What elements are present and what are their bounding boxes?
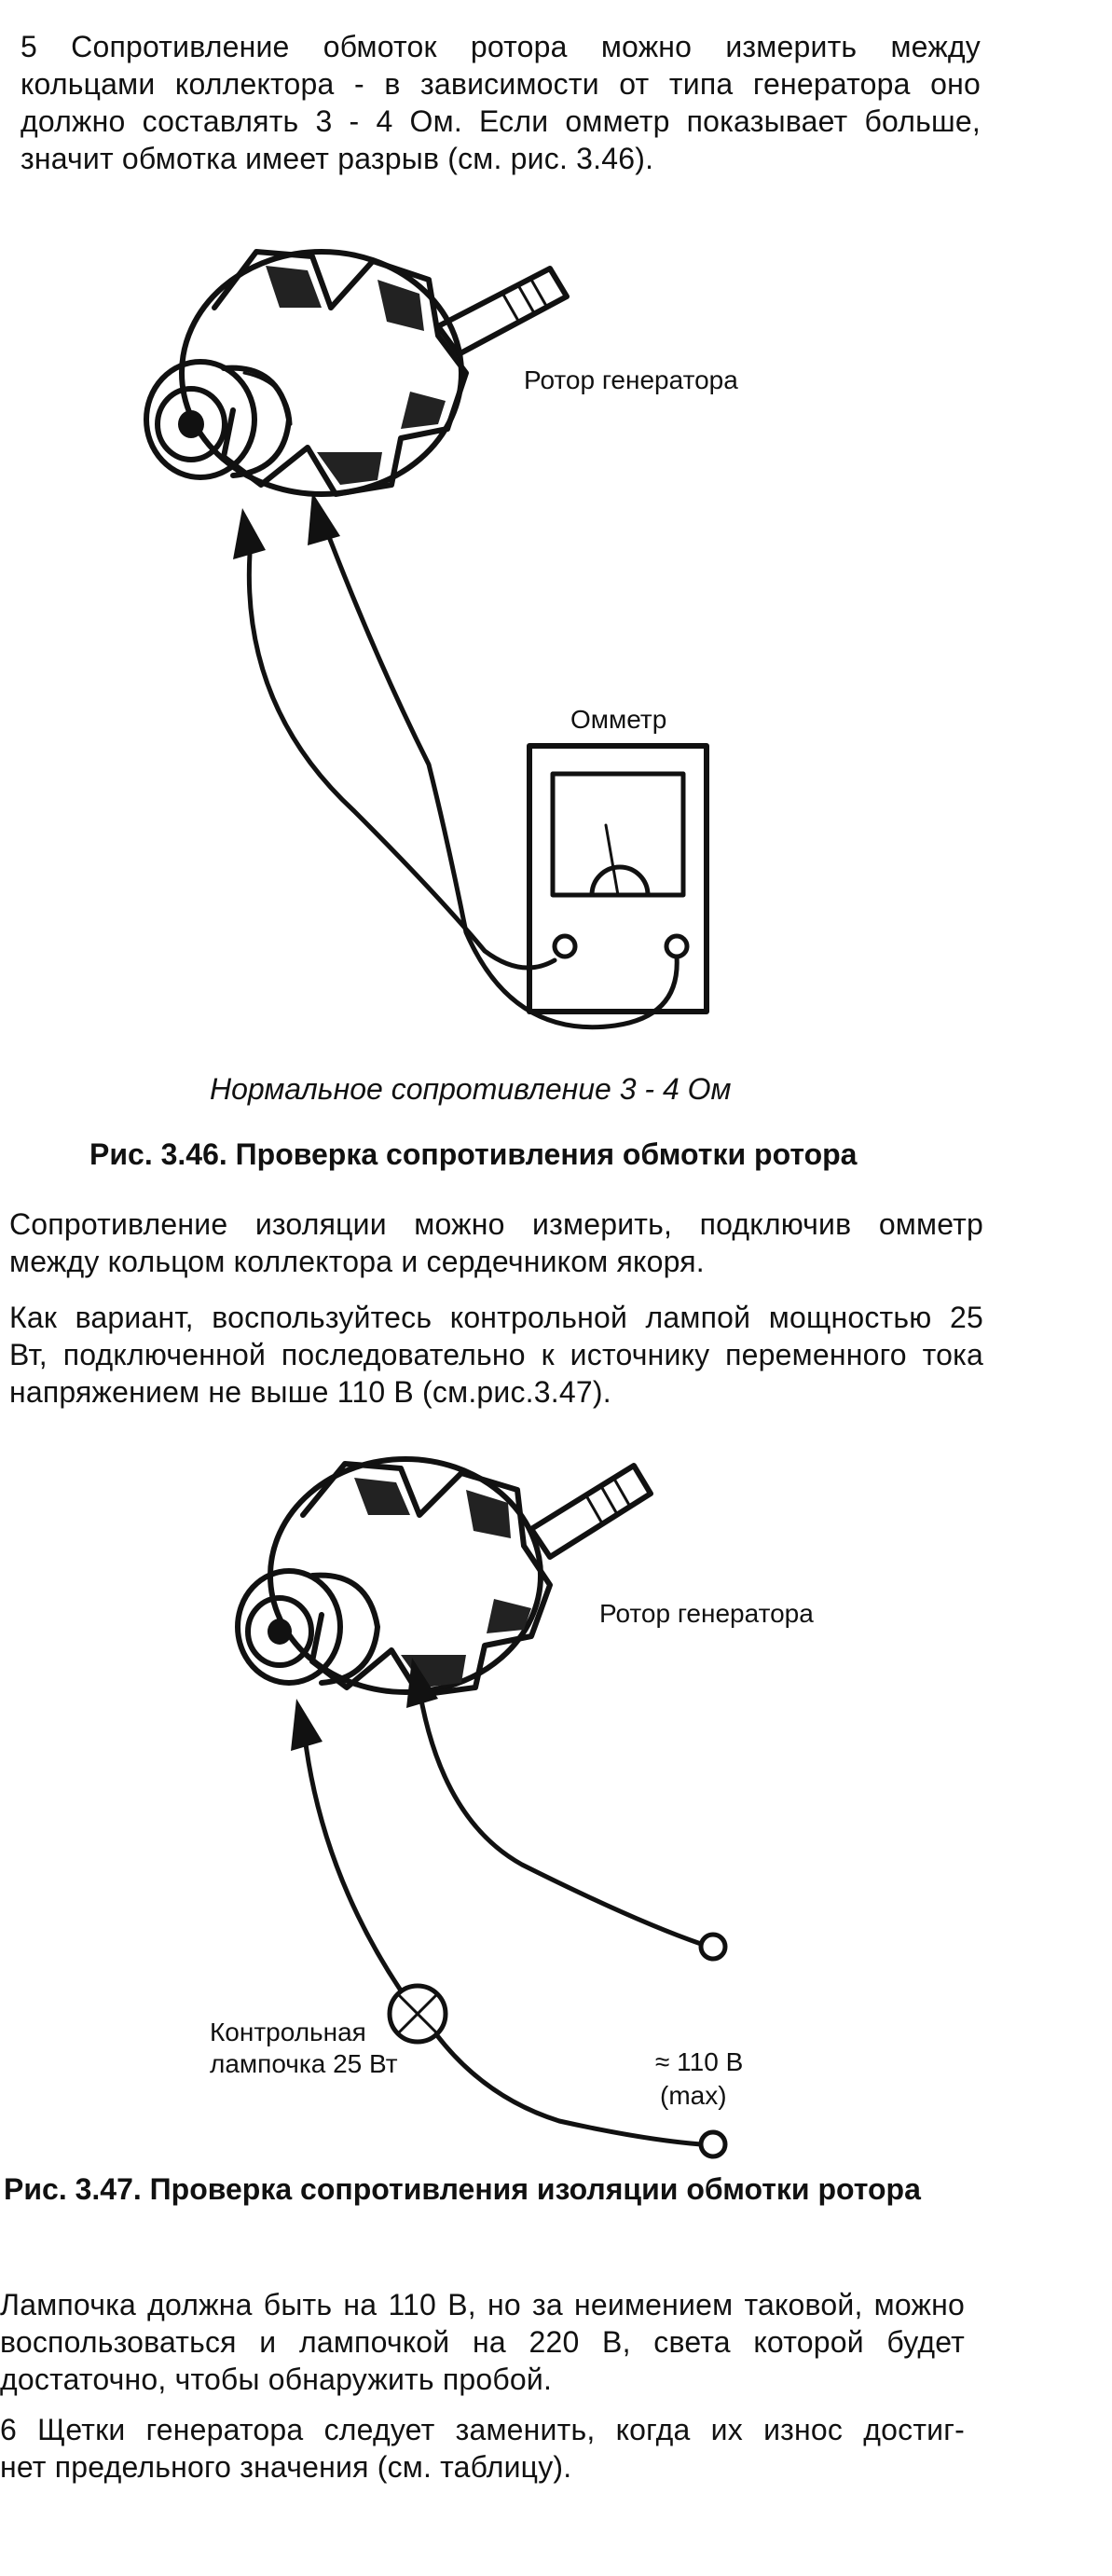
ohmmeter-label: Омметр <box>570 705 667 734</box>
rotor-ohmmeter-figure <box>0 0 1112 1081</box>
rotor-shaft-drawing-2 <box>531 1466 651 1557</box>
paragraph-insulation <box>9 1205 983 1280</box>
ohmmeter-drawing <box>529 746 707 1012</box>
test-leads-drawing <box>233 492 677 1027</box>
text-line: воспользоваться и лампочкой на 220 В, света которой будет <box>0 2325 965 2359</box>
lamp-label-line1: Контрольная <box>210 2018 366 2046</box>
voltage-label-line1: ≈ 110 В <box>655 2047 744 2076</box>
normal-resistance-note: Нормальное сопротивление 3 - 4 Ом <box>210 1072 732 1106</box>
figure-caption-3-46: Рис. 3.46. Проверка сопротивления обмотки ротора <box>89 1137 858 1171</box>
rotor-label-fig1: Ротор генератора <box>524 365 738 394</box>
lamp-label-line2: лампочка 25 Вт <box>210 2049 398 2078</box>
text-line: 5 Сопротивление обмоток ротора можно измерить между <box>21 30 981 63</box>
rotor-body-drawing <box>182 252 466 494</box>
slip-rings-drawing-2 <box>238 1571 378 1683</box>
text-line: 6 Щетки генератора следует заменить, когда их износ достиг- <box>0 2413 965 2446</box>
text-line: Как вариант, воспользуйтесь контрольной лампой мощностью 25 <box>9 1301 983 1334</box>
slip-rings-drawing <box>146 362 291 477</box>
voltage-label-line2: (max) <box>660 2081 727 2110</box>
text-line: нет предельного значения (см. таблицу). <box>0 2450 572 2484</box>
text-line: Вт, подключенной последовательно к источнику переменного тока <box>9 1338 983 1371</box>
text-line: значит обмотка имеет разрыв (см. рис. 3.46). <box>21 142 654 175</box>
text-line: кольцами коллектора - в зависимости от типа генератора оно <box>21 67 981 101</box>
text-line: Лампочка должна быть на 110 В, но за неимением таковой, можно <box>0 2288 965 2321</box>
figure-caption-3-47: Рис. 3.47. Проверка сопротивления изоляции обмотки ротора <box>4 2172 921 2206</box>
text-line: должно составлять 3 - 4 Ом. Если омметр показывает больше, <box>21 104 981 138</box>
text-line: достаточно, чтобы обнаружить пробой. <box>0 2362 553 2396</box>
text-line: Сопротивление изоляции можно измерить, подключив омметр <box>9 1207 983 1241</box>
rotor-lamp-figure <box>0 1454 1112 2200</box>
text-line: между кольцом коллектора и сердечником якоря. <box>9 1245 705 1278</box>
text-line: напряжением не выше 110 В (см.рис.3.47). <box>9 1375 611 1409</box>
rotor-label-fig2: Ротор генератора <box>599 1599 814 1628</box>
paragraph-lamp-voltage <box>0 2286 965 2398</box>
paragraph-brushes <box>0 2411 965 2486</box>
paragraph-test-lamp <box>9 1299 983 1411</box>
